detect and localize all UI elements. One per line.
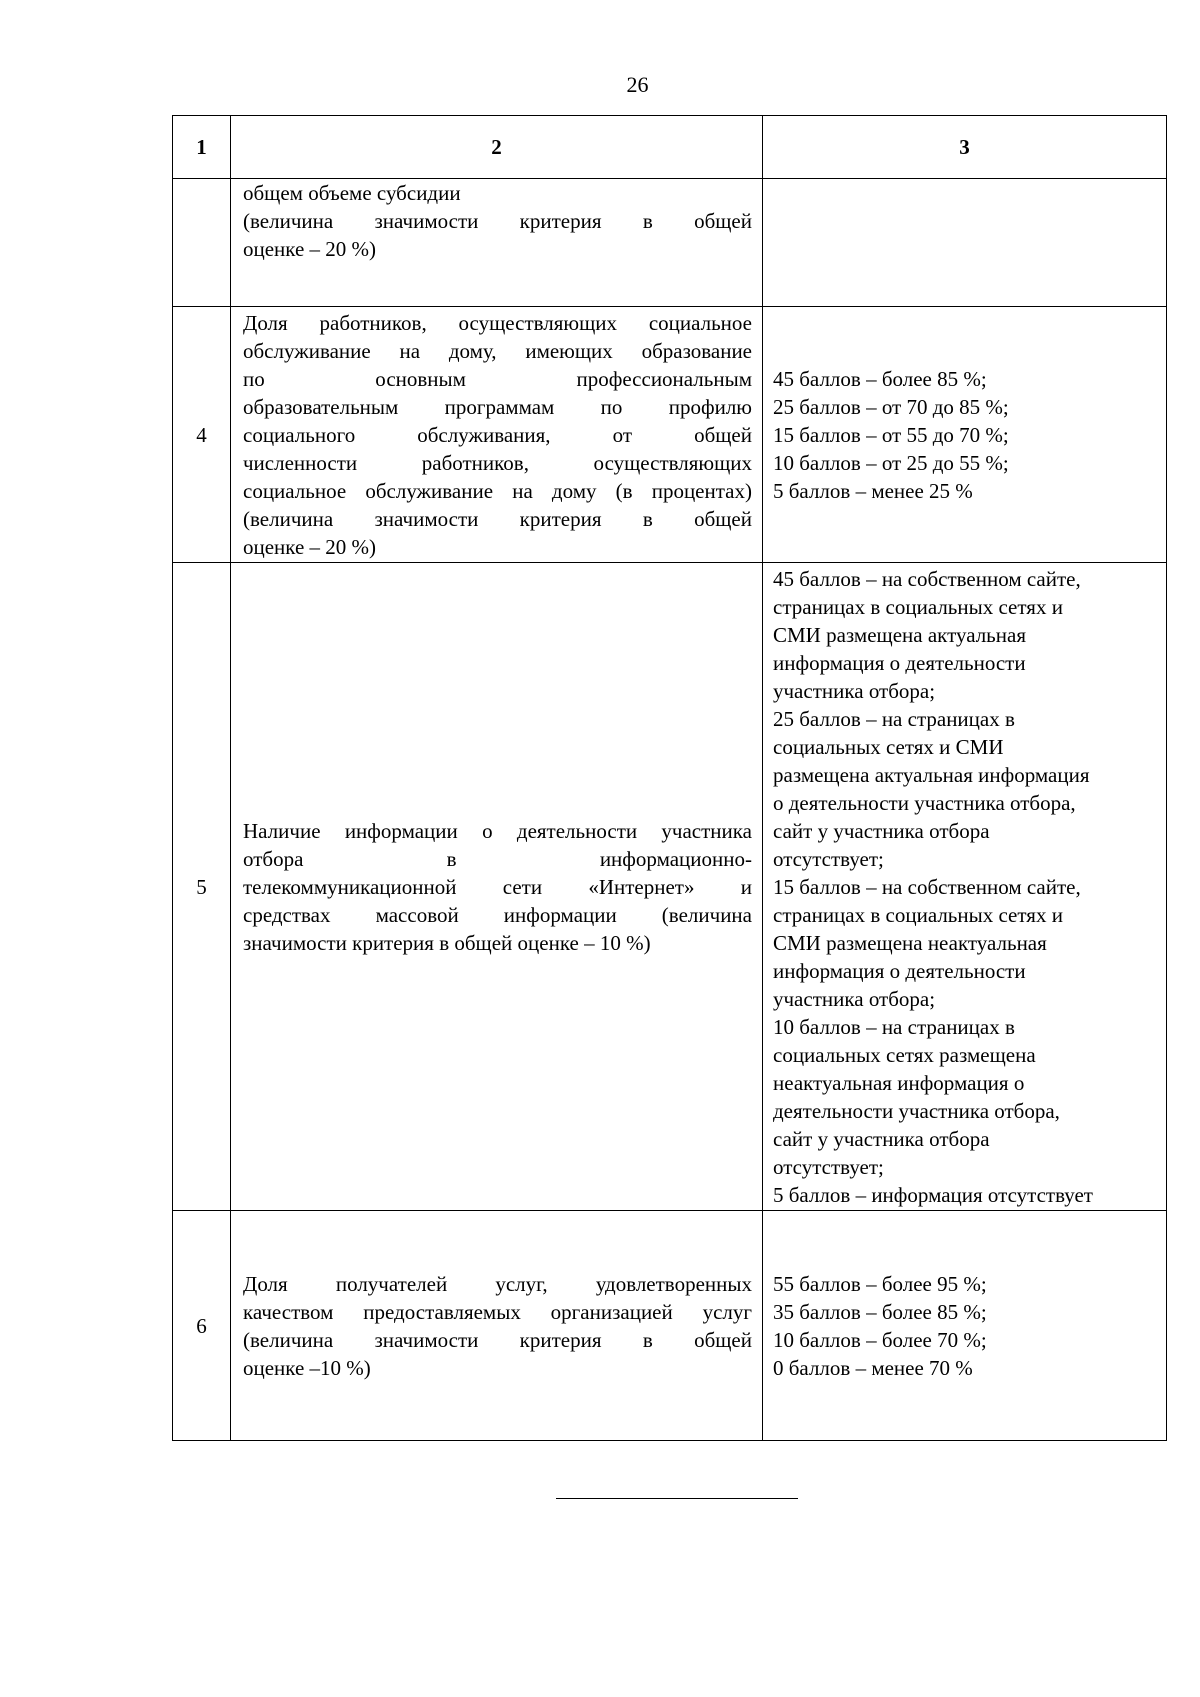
score-cell — [763, 179, 1167, 307]
score-line: 0 баллов – менее 70 % — [773, 1355, 973, 1380]
header-col-3: 3 — [763, 116, 1167, 179]
table-row — [173, 563, 1167, 1211]
score-line: участника отбора; — [773, 678, 936, 703]
criteria-table — [172, 115, 1167, 1441]
table-header-row — [173, 116, 1167, 179]
score-line: 15 баллов – от 55 до 70 %; — [773, 422, 1009, 447]
score-cell — [763, 1211, 1167, 1441]
criterion-line: Наличие информации о деятельности участника — [243, 818, 752, 843]
page-number: 26 — [626, 72, 649, 97]
criterion-line: оценке – 20 %) — [243, 534, 377, 559]
score-line: 15 баллов – на собственном сайте, — [773, 874, 1081, 899]
score-line: 35 баллов – более 85 %; — [773, 1299, 987, 1324]
score-line: 10 баллов – от 25 до 55 %; — [773, 450, 1009, 475]
score-line: 55 баллов – более 95 %; — [773, 1271, 987, 1296]
score-line: 25 баллов – от 70 до 85 %; — [773, 394, 1009, 419]
score-line: информация о деятельности — [773, 958, 1026, 983]
score-line: социальных сетях и СМИ — [773, 734, 1004, 759]
score-line: неактуальная информация о — [773, 1070, 1025, 1095]
criterion-line: отбора в информационно- — [243, 846, 752, 871]
score-line: 5 баллов – информация отсутствует — [773, 1182, 1093, 1207]
criterion-cell — [231, 307, 763, 563]
criterion-line: (величина значимости критерия в общей — [243, 209, 752, 233]
row-number: 4 — [173, 307, 231, 563]
criterion-line: оценке – 20 %) — [243, 237, 377, 261]
header-col-1: 1 — [173, 116, 231, 179]
criterion-line: обслуживание на дому, имеющих образование — [243, 338, 752, 363]
score-line: отсутствует; — [773, 1154, 884, 1179]
score-line: СМИ размещена актуальная — [773, 622, 1026, 647]
criterion-line: (величина значимости критерия в общей — [243, 1327, 752, 1352]
score-line: 10 баллов – на страницах в — [773, 1014, 1015, 1039]
criterion-line: по основным профессиональным — [243, 366, 752, 391]
score-line: социальных сетях размещена — [773, 1042, 1036, 1067]
footer-rule — [556, 1498, 798, 1499]
score-line: сайт у участника отбора — [773, 1126, 990, 1151]
criterion-line: оценке –10 %) — [243, 1355, 371, 1380]
criterion-line: социального обслуживания, от общей — [243, 422, 752, 447]
score-line: 45 баллов – более 85 %; — [773, 366, 987, 391]
score-line: отсутствует; — [773, 846, 884, 871]
criterion-cell — [231, 179, 763, 307]
score-line: страницах в социальных сетях и — [773, 902, 1063, 927]
criterion-line: общем объеме субсидии — [243, 181, 461, 205]
score-line: размещена актуальная информация — [773, 762, 1090, 787]
score-line: 10 баллов – более 70 %; — [773, 1327, 987, 1352]
table-row — [173, 1211, 1167, 1441]
score-line: деятельности участника отбора, — [773, 1098, 1060, 1123]
criterion-line: численности работников, осуществляющих — [243, 450, 752, 475]
score-line: участника отбора; — [773, 986, 936, 1011]
score-line: 5 баллов – менее 25 % — [773, 478, 973, 503]
criterion-line: телекоммуникационной сети «Интернет» и — [243, 874, 752, 899]
criterion-line: значимости критерия в общей оценке – 10 %) — [243, 930, 651, 955]
table-row — [173, 179, 1167, 307]
score-line: 45 баллов – на собственном сайте, — [773, 566, 1081, 591]
score-line: 25 баллов – на страницах в — [773, 706, 1015, 731]
score-line: информация о деятельности — [773, 650, 1026, 675]
criterion-line: образовательным программам по профилю — [243, 394, 752, 419]
criterion-line: качеством предоставляемых организацией услуг — [243, 1299, 752, 1324]
header-col-2: 2 — [231, 116, 763, 179]
score-cell — [763, 307, 1167, 563]
criterion-cell — [231, 1211, 763, 1441]
row-number: 5 — [173, 563, 231, 1211]
criterion-line: социальное обслуживание на дому (в процентах) — [243, 478, 752, 503]
criterion-line: Доля получателей услуг, удовлетворенных — [243, 1271, 752, 1296]
row-number — [173, 179, 231, 307]
score-line: СМИ размещена неактуальная — [773, 930, 1047, 955]
score-cell — [763, 563, 1167, 1211]
criterion-line: средствах массовой информации (величина — [243, 902, 752, 927]
table-row — [173, 307, 1167, 563]
score-line: страницах в социальных сетях и — [773, 594, 1063, 619]
criterion-cell — [231, 563, 763, 1211]
criterion-line: Доля работников, осуществляющих социальное — [243, 310, 752, 335]
criterion-line: (величина значимости критерия в общей — [243, 506, 752, 531]
score-line: сайт у участника отбора — [773, 818, 990, 843]
row-number: 6 — [173, 1211, 231, 1441]
score-line: о деятельности участника отбора, — [773, 790, 1076, 815]
